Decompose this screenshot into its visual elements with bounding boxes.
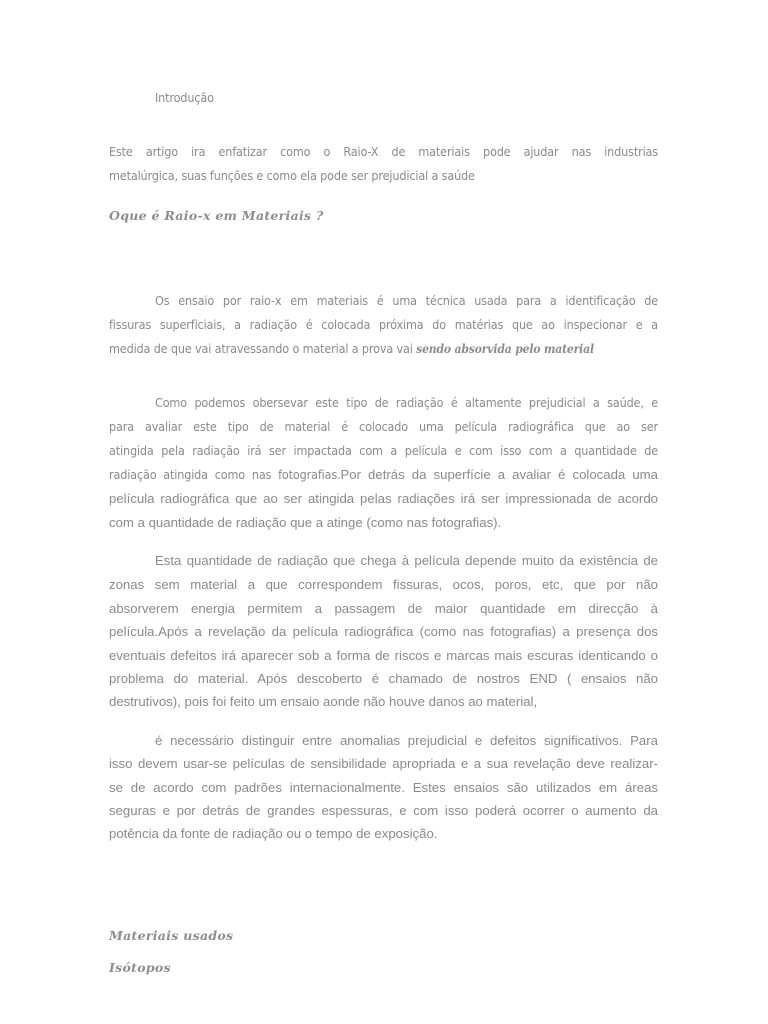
paragraph-line: destrutivos), pois foi feito um ensaio aonde não houve danos ao material, <box>109 694 538 709</box>
paragraph-line: é necessário distinguir entre anomalias prejudicial e defeitos significativos. Para <box>155 733 658 748</box>
paragraph-line: fissuras superficiais, a radiação é colocada próxima do matérias que ao inspecionar e a <box>109 317 658 332</box>
section-heading-materials: Materiais usados <box>109 928 234 943</box>
section-heading-what-is-xray: Oque é Raio-x em Materiais ? <box>109 208 324 223</box>
paragraph-line: atingida pela radiação irá ser impactada com a película e com isso com a quantidade de <box>109 443 658 458</box>
paragraph-line: com a quantidade de radiação que a atinge (como nas fotografias). <box>109 515 502 530</box>
paragraph-line: Os ensaio por raio-x em materiais é uma técnica usada para a identificação de <box>155 293 658 308</box>
paragraph-line: potência da fonte de radiação ou o tempo de exposição. <box>109 826 438 841</box>
paragraph-line: seguras e por detrás de grandes espessuras, e com isso poderá ocorrer o aumento da <box>109 803 658 818</box>
paragraph-line: para avaliar este tipo de material é colocado uma película radiográfica que ao ser <box>109 419 658 434</box>
paragraph-line: Esta quantidade de radiação que chega à película depende muito da existência de <box>155 553 658 568</box>
paragraph-line: eventuais defeitos irá aparecer sob a forma de riscos e marcas mais escuras identicando o <box>109 648 658 663</box>
paragraph-line: zonas sem material a que correspondem fissuras, ocos, poros, etc, que por não <box>109 577 658 592</box>
paragraph-line <box>109 463 658 487</box>
paragraph-line: se de acordo com padrões internacionalmente. Estes ensaios são utilizados em áreas <box>109 780 658 795</box>
paragraph-line: problema do material. Após descoberto é chamado de nostros END ( ensaios não <box>109 671 658 686</box>
paragraph-line: isso devem usar-se películas de sensibilidade apropriada e a sua revelação deve realizar- <box>109 756 658 771</box>
paragraph-line: película.Após a revelação da película radiográfica (como nas fotografias) a presença dos <box>109 624 658 639</box>
paragraph-text: Por detrás da superfície a avaliar é colocada uma <box>340 467 658 482</box>
intro-paragraph-line: metalúrgica, suas funções e como ela pode ser prejudicial a saúde <box>109 168 475 183</box>
section-heading-isotopes: Isótopos <box>109 960 171 975</box>
paragraph-line: película radiográfica que ao ser atingida pelas radiações irá ser impressionada de acordo <box>109 491 658 506</box>
paragraph-line: Como podemos obersevar este tipo de radiação é altamente prejudicial a saúde, e <box>155 395 658 410</box>
paragraph-line: absorverem energia permitem a passagem de maior quantidade em direcção à <box>109 601 658 616</box>
document-page <box>109 0 658 1024</box>
paragraph-text: medida de que vai atravessando o material a prova vai <box>109 341 413 356</box>
emphasized-text: sendo absorvida pelo material <box>416 342 594 356</box>
paragraph-text: radiação atingida como nas fotografias. <box>109 467 341 482</box>
paragraph-line <box>109 337 658 361</box>
intro-title: Introdução <box>155 90 214 105</box>
intro-paragraph-line: Este artigo ira enfatizar como o Raio-X de materiais pode ajudar nas industrias <box>109 144 658 159</box>
